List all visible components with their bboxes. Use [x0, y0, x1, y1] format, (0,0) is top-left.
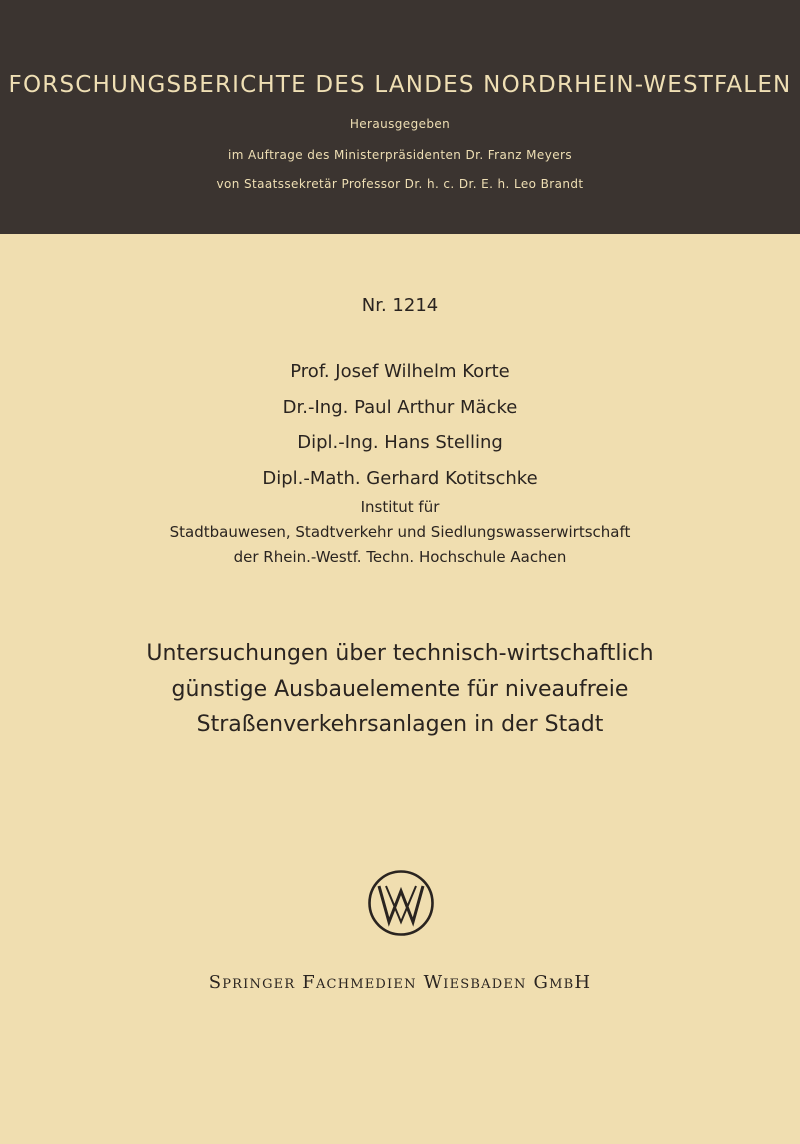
institute-line: Stadtbauwesen, Stadtverkehr und Siedlungswasserwirtschaft	[169, 523, 631, 541]
book-title	[0, 636, 800, 743]
series-header-band	[0, 0, 800, 234]
author-name: Dr.-Ing. Paul Arthur Mäcke	[282, 396, 518, 418]
springer-vw-logo-icon	[367, 870, 435, 936]
logo-letter-w	[379, 886, 423, 922]
institute-line: Institut für	[360, 498, 440, 516]
book-title-line: Untersuchungen über technisch-wirtschaftlich	[146, 641, 654, 666]
author-name: Dipl.-Ing. Hans Stelling	[297, 432, 503, 453]
author-list	[0, 354, 800, 496]
book-title-line: günstige Ausbauelemente für niveaufreie	[171, 676, 629, 702]
editor-line-2: im Auftrage des Ministerpräsidenten Dr. Franz Meyers	[228, 148, 572, 162]
author-name: Prof. Josef Wilhelm Korte	[290, 361, 510, 382]
issue-number: Nr. 1214	[361, 295, 439, 316]
publisher-name: Springer Fachmedien Wiesbaden GmbH	[208, 972, 592, 993]
editor-line-1: Herausgegeben	[349, 117, 451, 131]
institute-line: der Rhein.-Westf. Techn. Hochschule Aachen	[233, 548, 567, 566]
logo-circle	[370, 872, 433, 935]
editor-line-3: von Staatssekretär Professor Dr. h. c. Dr. E. h. Leo Brandt	[216, 177, 584, 191]
institute-block	[0, 495, 800, 570]
author-name: Dipl.-Math. Gerhard Kotitschke	[262, 467, 538, 489]
book-title-line: Straßenverkehrsanlagen in der Stadt	[196, 712, 604, 737]
series-title: FORSCHUNGSBERICHTE DES LANDES NORDRHEIN-WESTFALEN	[8, 72, 792, 98]
